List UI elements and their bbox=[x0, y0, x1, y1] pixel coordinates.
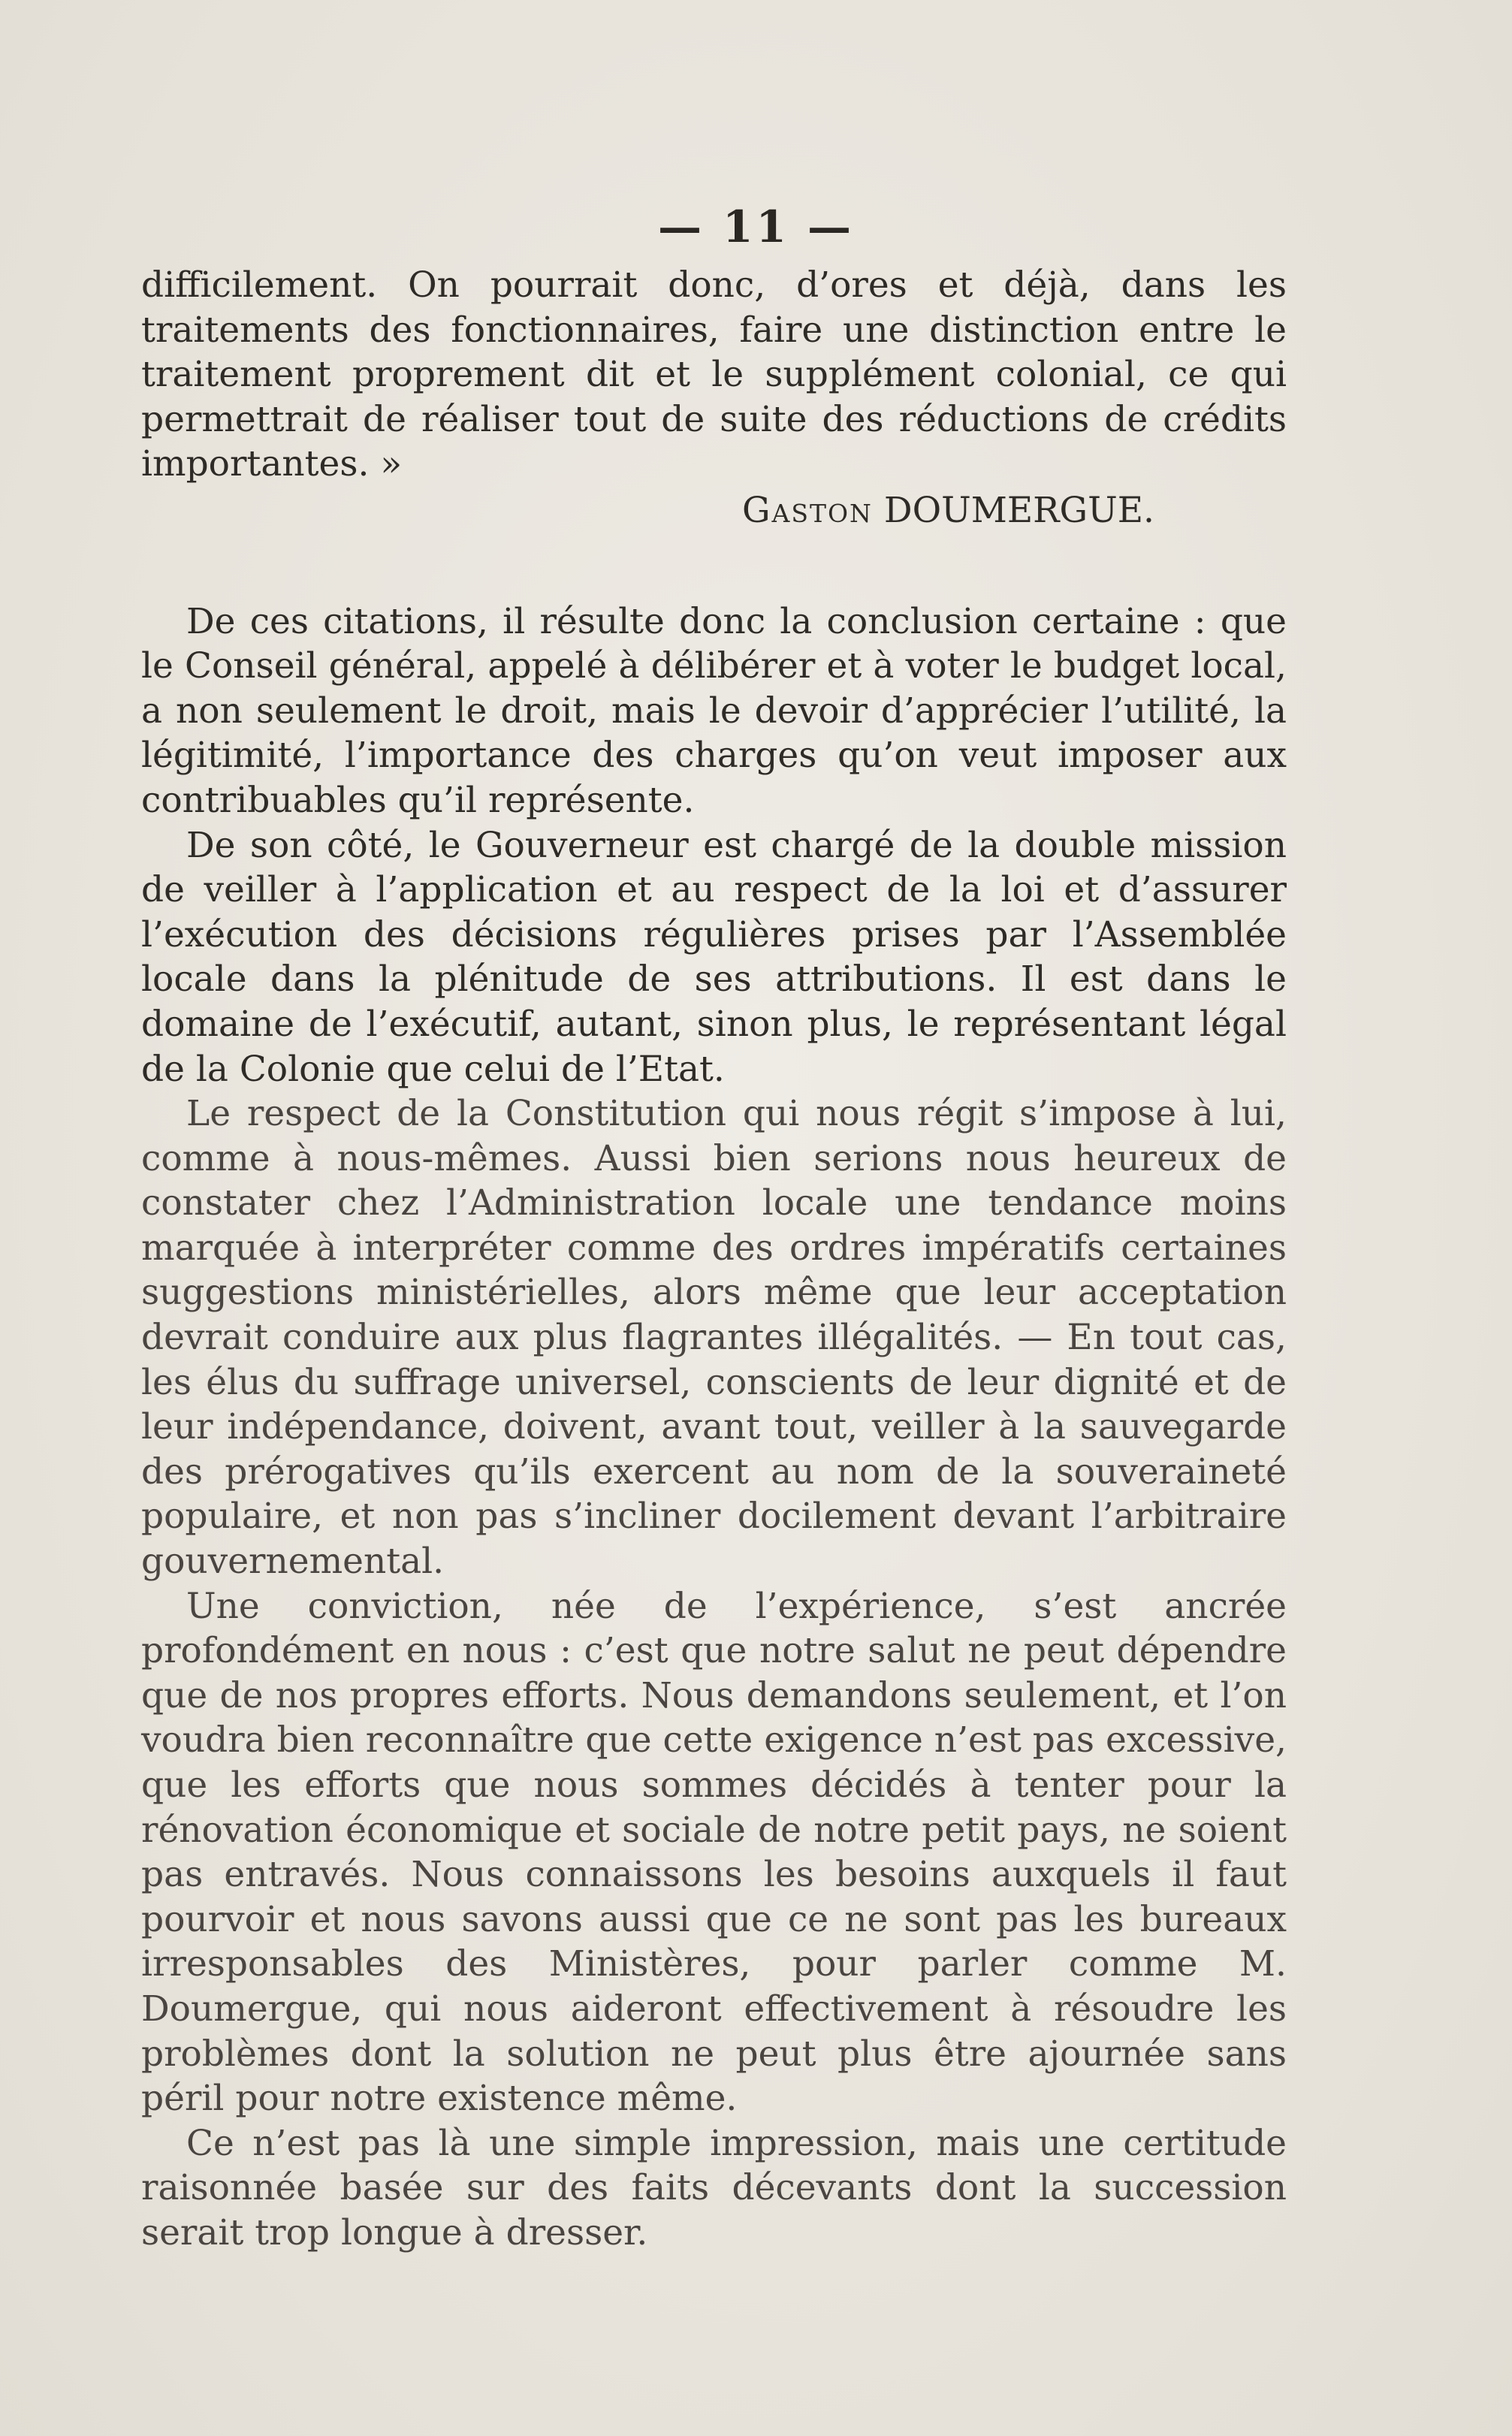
section-gap bbox=[141, 533, 1287, 599]
paragraph-constitution: Le respect de la Constitution qui nous régit s’impose à lui, comme à nous-mêmes. Aussi bien serions nous heureux de constater chez l’Administration locale une tendance moins marquée à interpréter comme des ordres impératifs certaines suggestions ministérielles, alors même que leur acceptation devrait conduire aux plus flagrantes illégalités. — En tout cas, les élus du suffrage universel, conscients de leur dignité et de leur indépendance, doivent, avant tout, veiller à la sauvegarde des prérogatives qu’ils exercent au nom de la souveraineté populaire, et non pas s’incliner docilement devant l’arbitraire gouvernemental. bbox=[141, 1093, 1287, 1583]
signature-last-name: DOUMERGUE. bbox=[883, 489, 1154, 531]
signature-first-name: Gaston bbox=[742, 489, 873, 531]
quote-continuation: difficilement. On pourrait donc, d’ores et déjà, dans les traitements des fonctionnaires, faire une distinction entre le traitement proprement dit et le supplément colonial, ce qui permettrait de réaliser tout de suite des réductions de crédits importantes. » bbox=[141, 264, 1287, 485]
page-number: — 11 — bbox=[657, 201, 855, 252]
paragraph-governor: De son côté, le Gouverneur est chargé de la double mission de veiller à l’application et au respect de la loi et d’assurer l’exécution des décisions régulières prises par l’Assemblée locale dans la plénitude de ses attributions. Il est dans le domaine de l’exécutif, autant, sinon plus, le représentant légal de la Colonie que celui de l’Etat. bbox=[141, 824, 1287, 1090]
signature bbox=[141, 488, 1287, 533]
paragraph-certitude: Ce n’est pas là une simple impression, mais une certitude raisonnée basée sur des faits décevants dont la succession serait trop longue à dresser. bbox=[141, 2122, 1287, 2253]
paragraph-conclusion: De ces citations, il résulte donc la conclusion certaine : que le Conseil général, appelé à délibérer et à voter le budget local, a non seulement le droit, mais le devoir d’apprécier l’utilité, la légitimité, l’importance des charges qu’on veut imposer aux contribuables qu’il représente. bbox=[141, 600, 1287, 821]
text-column bbox=[141, 263, 1287, 2256]
paragraph-conviction: Une conviction, née de l’expérience, s’est ancrée profondément en nous : c’est que notre salut ne peut dépendre que de nos propres efforts. Nous demandons seulement, et l’on voudra bien reconnaître que cette exigence n’est pas excessive, que les efforts que nous sommes décidés à tenter pour la rénovation économique et sociale de notre petit pays, ne soient pas entravés. Nous connaissons les besoins auxquels il faut pourvoir et nous savons aussi que ce ne sont pas les bureaux irresponsables des Ministères, pour parler comme M. Doumergue, qui nous aideront effectivement à résoudre les problèmes dont la solution ne peut plus être ajournée sans péril pour notre existence même. bbox=[141, 1585, 1287, 2120]
